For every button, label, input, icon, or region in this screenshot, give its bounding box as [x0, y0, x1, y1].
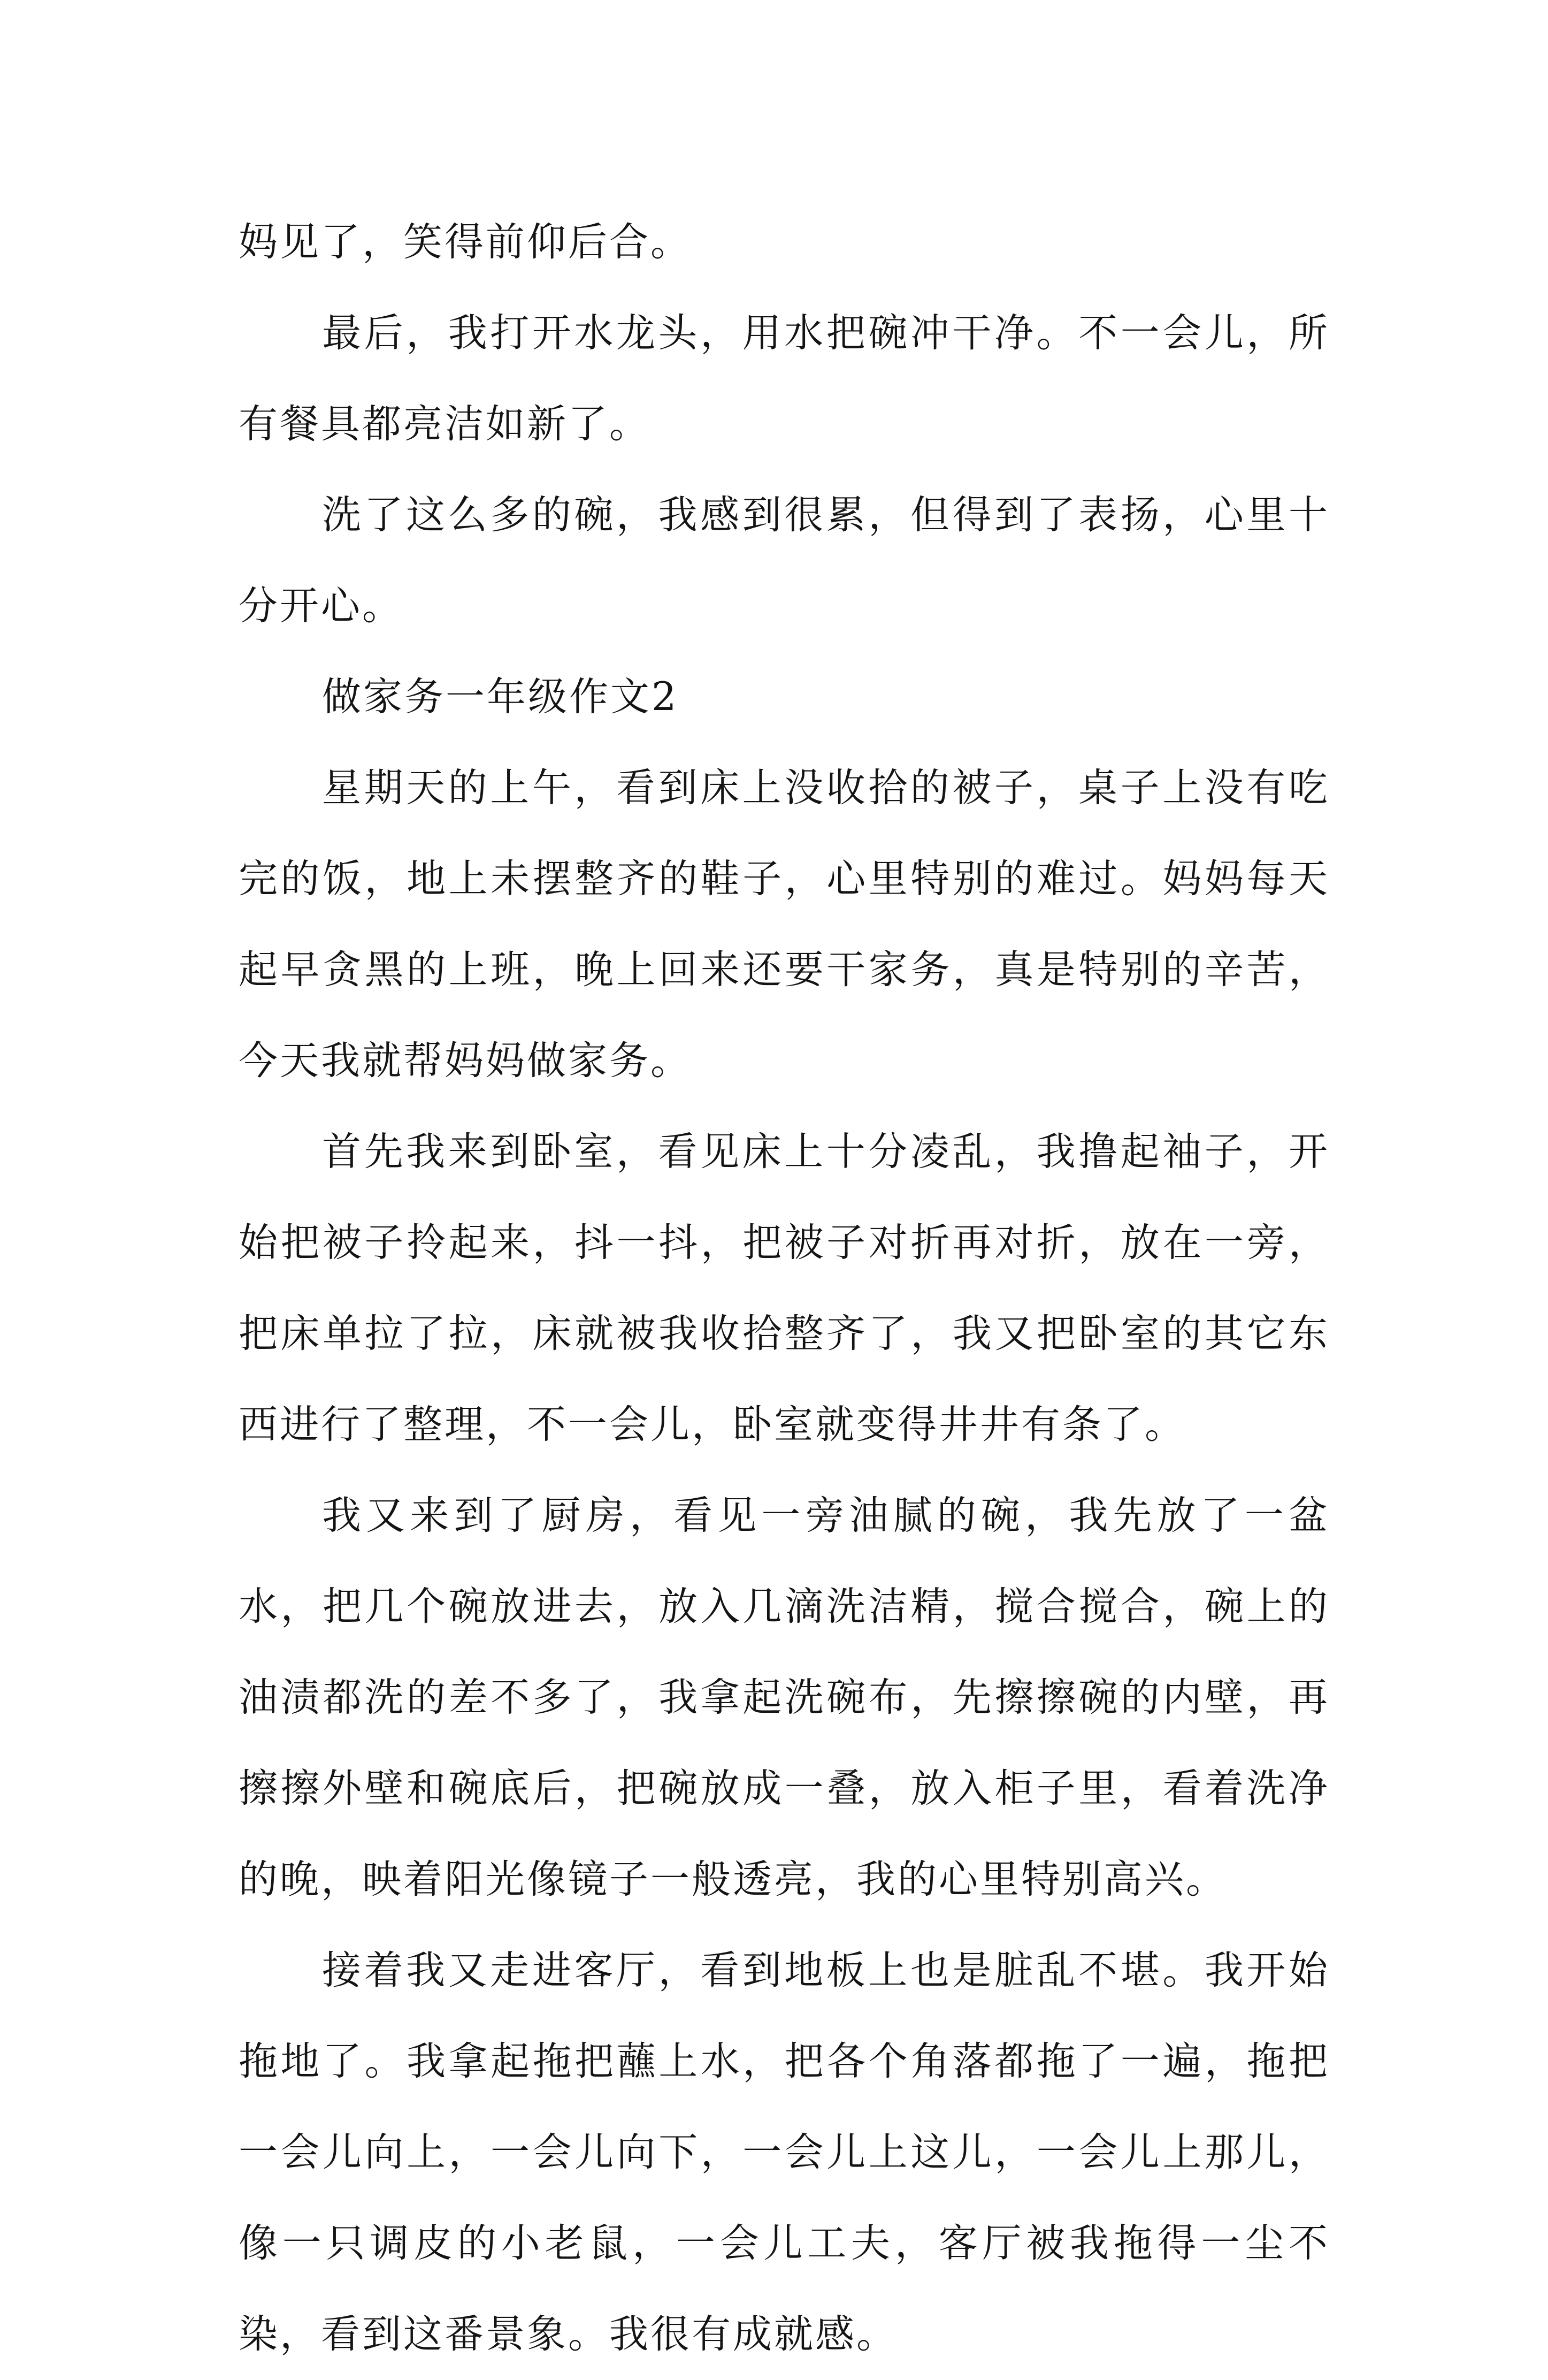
paragraph: 我又来到了厨房，看见一旁油腻的碗，我先放了一盆水，把几个碗放进去，放入几滴洗洁精，搅合搅合，碗上的油渍都洗的差不多了，我拿起洗碗布，先擦擦碗的内壁，再擦擦外壁和碗底后，把碗放成一叠，放入柜子里，看着洗净的晚，映着阳光像镜子一般透亮，我的心里特别高兴。: [239, 1493, 1330, 1902]
paragraph: 最后，我打开水龙头，用水把碗冲干净。不一会儿，所有餐具都亮洁如新了。: [239, 310, 1330, 447]
paragraph: 星期天的上午，看到床上没收拾的被子，桌子上没有吃完的饭，地上未摆整齐的鞋子，心里特别的难过。妈妈每天起早贪黑的上班，晚上回来还要干家务，真是特别的辛苦，今天我就帮妈妈做家务。: [239, 765, 1330, 1084]
essay-title: 做家务一年级作文2: [322, 674, 679, 720]
document-body: [239, 197, 1330, 2380]
paragraph-continuation: 妈见了，笑得前仰后合。: [239, 219, 692, 265]
paragraph: 接着我又走进客厅，看到地板上也是脏乱不堪。我开始拖地了。我拿起拖把蘸上水，把各个角落都拖了一遍，拖把一会儿向上，一会儿向下，一会儿上这儿，一会儿上那儿，像一只调皮的小老鼠，一会儿工夫，客厅被我拖得一尘不染，看到这番景象。我很有成就感。: [239, 1948, 1330, 2357]
paragraph: 洗了这么多的碗，我感到很累，但得到了表扬，心里十分开心。: [239, 492, 1330, 629]
paragraph: 首先我来到卧室，看见床上十分凌乱，我撸起袖子，开始把被子拎起来，抖一抖，把被子对折再对折，放在一旁，把床单拉了拉，床就被我收拾整齐了，我又把卧室的其它东西进行了整理，不一会儿，卧室就变得井井有条了。: [239, 1129, 1330, 1447]
